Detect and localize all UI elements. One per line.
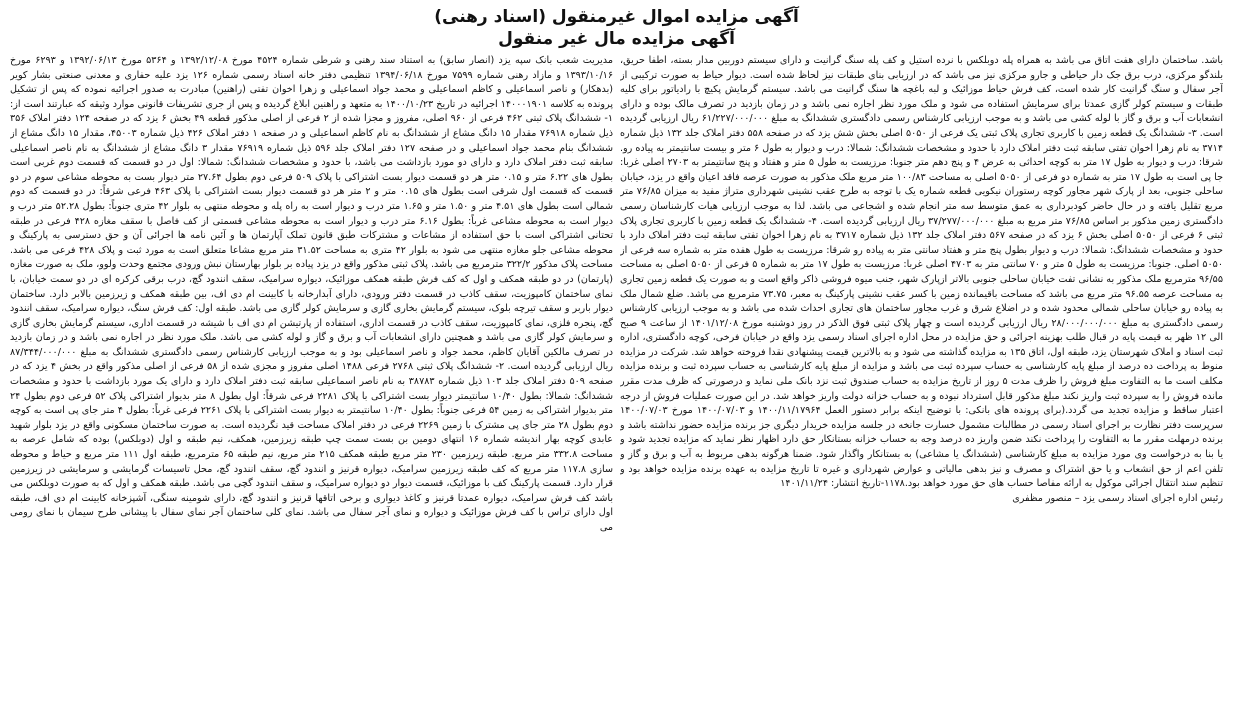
left-column-text: باشد. ساختمان دارای هفت اتاق می باشد به همراه پله دوبلکس با نرده استیل و کف پله سنگ گرانیت و دارای سیستم دوربین مدار بسته، اطفا حریق، بلندگو مرکزی، درب برق جک دار حیاطی و جارو مرکزی نیز می باشد که در ارزیابی بنای طبقات نیز لحاظ شده است. دیوار حیاط به صورت ترکیبی از آجر سفال و سنگ گرانیت کار شده است، کف فرش حیاط موزائیک و لبه باغچه ها سنگ گرانیت می باشد. سیستم گرمایش پکیچ با رادیاتور برای کلیه طبقات و سیستم کولر گازی عمدتا برای سرمایش استفاده می شود و ملک مورد نظر اجاره نمی باشد و در زمان بازدید در تصرف مالک بوده و دارای انشعابات آب و برق و گاز با لوله کشی می باشد و به موجب ارزیابی کارشناس رسمی دادگستری ششدانگ به مبلغ ۶۱/۲۲۷/۰۰۰/۰۰۰ ریال ارزیابی گردیده است. ۳- ششدانگ یک قطعه زمین با کاربری تجاری پلاک ثبتی یک فرعی از ۵۰۵۰ اصلی بخش شش یزد که در صفحه ۵۵۸ دفتر املاک جلد ۱۳۲ ذیل شماره ۳۷۱۴ به نام زهرا اخوان تفتی سابقه ثبت دفتر املاک دارد با حدود و مشخصات ششدانگ: شمالا: درب و دیوار به طول ۶ متر و بیست سانتیمتر به پیاده رو. شرقا: درب و دیوار به طول ۱۷ متر به کوچه احداثی به عرض ۴ و پنج دهم متر جنوبا: مرزیست به طول ۵ متر و هفتاد و پنج سانتیمتر به ۲۷۰۳ اصلی غربا: جا پی است به طول ۱۷ متر به شماره دو فرعی از ۵۰۵۰ اصلی به مساحت ۱۰۰/۸۳ متر مربع ملک مذکور به صورت عرصه فاقد اعیان واقع در یزد، خیابان ساحلی جنوبی، بعد از پارک شهر مجاور کوچه رستوران نیکویی قطعه شماره یک با توجه به طرح عقب نشینی شهرداری متراژ مفید به میزان ۷۶/۸۵ متر مربع تقلیل یافته و در حال حاضر کودبرداری به عمق متوسط سه متر انجام شده و اشجاعی می باشد. لذا به موجب ارزیابی هیات کارشناسان رسمی دادگستری زمین مذکور بر اساس ۷۶/۸۵ متر مربع به مبلغ ۳۷/۲۷۷/۰۰۰/۰۰۰ ریال ارزیابی گردیده است. ۴- ششدانگ یک قطعه زمین با کاربری تجاری پلاک ثبتی ۶ فرعی از ۵۰۵۰ اصلی بخش ۶ یزد که در صفحه ۵۶۷ دفتر املاک جلد ۱۳۲ ذیل شماره ۳۷۱۷ به نام زهرا اخوان تفتی سابقه ثبت دفتر املاک دارد با حدود و مشخصات ششدانگ: شمالا: درب و دیوار بطول پنج متر و هفتاد سانتی متر به پیاده رو شرقا: مرزیست به طول هفده متر به شماره سه فرعی از ۵۰۵۰ اصلی. جنوبا: مرزیست به طول ۵ متر و ۷۰ سانتی متر به ۴۷۰۳ اصلی غربا: مرزیست به طول ۱۷ متر به شماره ۵ فرعی از ۵۰۵۰ اصلی به مساحت ۹۶/۵۵ مترمربع ملک مذکور به نشانی تفت خیابان ساحلی جنوبی بالاتر ازپارک شهر، جنب میوه فروشی ذاکر واقع است و به صورت یک قطعه زمین تجاری به مساحت عرصه ۹۶.۵۵ متر مربع می باشد که مساحت باقیمانده زمین با کسر عقب نشینی پارکینگ به معبر، ۷۳.۷۵ مترمربع می باشد. ضلع شمال ملک به پیاده رو خیابان ساحلی شمالی محدود شده و در اضلاع شرق و غرب مجاور ساختمان های تجاری احداث شده می باشد و به موجب ارزیابی کارشناس رسمی دادگستری به مبلغ ۲۸/۰۰۰/۰۰۰/۰۰۰ ریال ارزیابی گردیده است و چهار پلاک ثبتی فوق الذکر در روز دوشنبه مورخ ۱۴۰۱/۱۲/۰۸ از ساعت ۹ صبح الی ۱۲ ظهر به قیمت پایه در قبال طلب بهزینه اجرائی و حق مزایده در محل اداره اجرای اسناد رسمی یزد واقع در خیابان فرخی، کوچه دادگستری، اداره ثبت اسناد و املاک شهرستان یزد، طبقه اول، اتاق ۱۳۵ به مزایده گذاشته می شود و به بالاترین قیمت پیشنهادی نقدا فروخته خواهد شد. شرکت در مزایده منوط به پرداخت ده درصد از مبلغ پایه کارشناسی به حساب سپرده ثبت می باشد و مزایده از مبلغ پایه کارشناسی به حساب سپرده ثبت و برنده مزایده مکلف است ما به التفاوت مبلغ فروش را ظرف مدت ۵ روز از تاریخ مزایده به حساب صندوق ثبت نزد بانک ملی نماید و درصورتی که ظرف مدت مقرر مانده فروش را به سپرده ثبت واریز نکند مبلغ مذکور قابل استرداد نبوده و به حساب خزانه دولت واریز خواهد شد. در این صورت عملیات فروش از درجه اعتبار ساقط و مزایده تجدید می گردد.(برای پرونده های بانکی: با توضیح اینکه برابر دستور العمل ۱۴۰۰/۱۱/۱۷۹۶۴ و ۱۴۰۰/۰۷/۰۳ مورخ ۱۴۰۰/۰۷/۰۳ سرپرست دفتر نظارت بر اجرای اسناد رسمی در مطالبات مشمول خسارت جانخه در جلسه مزایده خریدار دیگری جز برنده مزایده حضور نداشته باشد و برنده درمهلت مقرر ما به التفاوت را پرداخت نکند ضمن واریز ده درصد وجه به حساب خزانه بستانکار حق دارد اظهار نظر نماید که مزایده تجدید شود و یا بنا به درخواست وی مورد مزایده به مبلغ کارشناسی (ششدانگ یا مشاعی) به بستانکار واگذار شود. ضمنا هرگونه بدهی مربوط به آب و برق و گاز و تلفن اعم از حق انشعاب و یا حق اشتراک و مصرف و نیز بدهی مالیاتی و عوارض شهرداری و غیره تا تاریخ مزایده به عهده برنده مزایده خواهد بود و تنظیم سند انتقال اجرائی موکول به ارائه مفاصا حساب های حق مورد خواهد بود.۱۱۷۸-تاریخ انتشار: ۱۴۰۱/۱۱/۲۴	[620, 55, 1223, 490]
right-column	[10, 54, 613, 694]
notice-subtitle: آگهی مزایده مال غیر منقول	[498, 29, 735, 49]
notice-header	[10, 6, 1223, 50]
notice-title: آگهی مزایده اموال غیرمنقول (اسناد رهنی)	[434, 7, 799, 27]
notice-body	[10, 54, 1223, 694]
right-column-text: مدیریت شعب بانک سپه یزد (انصار سابق) به استناد سند رهنی و شرطی شماره ۴۵۲۴ مورخ ۱۳۹۲/۱۲/۰۸ و ۵۳۶۴ مورخ ۱۳۹۲/۰۶/۱۳ و ۶۲۹۳ مورخ ۱۳۹۳/۱۰/۱۶ و مازاد رهنی شماره ۷۵۹۹ مورخ ۱۳۹۴/۰۶/۱۸ تنظیمی دفتر خانه اسناد رسمی شماره ۱۲۶ یزد علیه حفاری و معدنی صنعتی بشار کویر (بدهکار) و ناصر اسماعیلی و کاظم اسماعیلی و محمد جواد اسماعیلی و زهرا اخوان تفتی (راهنین) مبادرت به صدور اجرائیه نموده که پس از تشکیل پرونده به کلاسه ۱۴۰۰۰۱۹۰۱ اجرائیه در تاریخ ۱۴۰۰/۱۰/۲۳ به متعهد و راهنین ابلاغ گردیده و پس از جری تشریفات قانونی موارد وثیقه که عبارتند است از: ۱- ششدانگ پلاک ثبتی ۴۶۲ فرعی از ۹۶۰ اصلی، مفروز و مجزا شده از ۲ فرعی از اصلی مذکور قطعه ۴۹ بخش ۶ یزد که در صفحه ۱۲۴ دفتر املاک ۳۵۶ ذیل شماره ۷۶۹۱۸ مقدار ۱۵ دانگ مشاع از ششدانگ به نام کاظم اسماعیلی و در صفحه ۱ دفتر املاک ۴۲۶ ذیل شماره ۴۵۰۰۳، مقدار ۱۵ دانگ مشاع از ششدانگ بنام محمد جواد اسماعیلی و در صفحه ۱۲۷ دفتر املاک جلد ۵۹۶ ذیل شماره ۷۶۹۱۹ مقدار ۳ دانگ مشاع از ششدانگ به نام ناصر اسماعیلی سابقه ثبت دفتر املاک دارد و دارای دو مورد بازداشت می باشد، با حدود و مشخصات ششدانگ: شمالا: اول در دو قسمت که قسمت دوم غربی است بطول های ۶.۲۲ متر و ۰.۱۵ متر هر دو قسمت دیوار بست اشتراکی با پلاک ۵۰۹ فرعی دوم بطول ۲۷.۶۴ متر دیوار بست به محوطه مشاعی سوم در دو قسمت که قسمت اول شرقی است بطول های ۰.۱۵ متر و ۲ متر هر دو قسمت دیوار بست اشتراکی با پلاک ۴۶۳ فرعی شرقاً: در دو قسمت که دوم شمالی است بطول های ۴.۵۱ متر و ۱.۵۰ متر و ۱.۶۵ متر درب و دیوار است به راه پله و محوطه منتهی به بلوار ۴۲ متری جنوباً: بطول ۵۲.۲۸ متر درب و دیوار است به محوطه مشاعی غرباً: بطول ۶.۱۶ متر درب و دیوار است به محوطه مشاعی قسمتی از کف فاصل با سقف مغازه ۴۲۸ فرعی در طبقه تحتانی اشتراکی است با حق استفاده از مشاعات و مشترکات طبق قانون تملک آپارتمان ها و آئین نامه ها اجرائی آن و حق دسترسی به پارکینگ و محوطه مشاعی جلو مغازه منتهی می شود به بلوار ۴۲ متری به مساحت ۳۱.۵۲ متر مربع مشاعا متعلق است به مورد ثبت و پلاک ۴۲۸ فرعی می باشد. مساحت پلاک مذکور ۳۲۲/۲ مترمربع می باشد. پلاک ثبتی مذکور واقع در یزد پیاده بر بلوار بهارستان نبش ورودی مجتمع وحدت ولوو، ملک به صورت مغازه (پارتمان) در دو طبقه همکف و اول که کف فرش طبقه همکف موزائیک، دیواره سرامیک، سقف انندود گچ، درب برقی کرکره ای در دو سمت خیابان، با نمای ساختمان کامپوزیت، سقف کاذب در قسمت دفتر ورودی، دارای آبدارخانه با کابینت ام دی اف، بین طبقه همکف و زیرزمین بالابر دارد. ساختمان دیوار باربر و سقف تیرچه بلوک، سیستم گرمایش بخاری گازی و سرمایش کولر گازی می باشد. طبقه اول: کف فرش سنگ، دیواره سرامیک، سقف انندود گچ، پنجره فلزی، نمای کامپوزیت، سقف کاذب در قسمت اداری، استفاده از پارتیشن ام دی اف با شیشه در قسمت اداری، سیستم گرمایش بخاری گازی و سرمایش کولر گازی می باشد و همچنین دارای انشعابات آب و برق و گاز و لوله کشی می باشد. ملک مورد نظر در اجاره نمی باشد و در زمان بازدید در تصرف مالکین آقایان کاظم، محمد جواد و ناصر اسماعیلی بود و به موجب ارزیابی کارشناس رسمی دادگستری ششدانگ به مبلغ ۸۷/۳۴۴/۰۰۰/۰۰۰ ریال ارزیابی گردیده است. ۲- ششدانگ پلاک ثبتی ۲۷۶۸ فرعی ۱۴۸۸ اصلی مفروز و مجزی شده از ۵۸ فرعی از اصلی مذکور واقع در بخش ۴ یزد که در صفحه ۵۰۹ دفتر املاک جلد ۱۰۳ ذیل شماره ۳۸۷۸۳ به نام ناصر اسماعیلی سابقه ثبت دفتر املاک دارد و دارای یک مورد بازداشت با حدود و مشخصات ششدانگ: شمالا: بطول ۱۰/۴۰ سانتیمتر دیوار بست اشتراکی با پلاک ۲۲۸۱ فرعی شرقاً: اول بطول ۸ متر بدیوار اشتراکی پلاک ۵۲ فرعی دوم بطول ۲۴ متر بدیوار اشتراکی به زمین ۵۴ فرعی جنوباً: بطول ۱۰/۴۰ سانتیمتر به دیوار بست اشتراکی با پلاک ۲۲۶۱ فرعی غرباً: بطول ۴ متر جای پی است به کوچه دوم بطول ۲۸ متر جای پی مشترک با زمین ۲۲۶۹ فرعی در دفتر املاک مساحت قید نگردیده است. به صورت ساختمان مسکونی واقع در یزد بلوار شهید عابدی کوچه بهار اندیشه شماره ۱۶ انتهای دومین بن بست سمت چپ طبقه زیرزمین، همکف، نیم طبقه و اول (دوبلکس) بوده که شامل عرصه به مساحت ۳۳۲.۸ متر مربع. طبقه زیرزمین ۲۳۰ متر مربع طبقه همکف ۲۱۵ متر مربع، نیم طبقه ۶۵ مترمربع، طبقه اول ۱۱۱ متر مربع و حیاط و محوطه سازی ۱۱۷.۸ متر مربع که کف طبقه زیرزمین سرامیک، دیواره قرنیز و انندود گچ، سقف انندود گچ، محل تاسیسات گرمایشی و سرمایشی در زیرزمین قرار دارد. قسمت پارکینگ کف با موزائیک، قسمت دیوار دو دیواره سرامیک، و سقف انندود گچی می باشد. طبقه همکف و اول که به صورت دوبلکس می باشد کف فرش سرامیک، دیواره عمدتا قرنیز و کاغذ دیواری و برخی اتاقها قرنیز و انندود گچ، دارای شومینه سنگی، آشپزخانه کابینت ام دی اف، طبقه اول دارای تراس با کف فرش موزائیک و دیواره و نمای آجر سفال می باشد. نمای کلی ساختمان آجر نمای سفال با پیشانی طرح سیمان با نمای رومی می	[10, 55, 613, 533]
signature-line: رئیس اداره اجرای اسناد رسمی یزد – منصور مظفری	[1012, 492, 1223, 504]
left-column	[620, 54, 1223, 694]
